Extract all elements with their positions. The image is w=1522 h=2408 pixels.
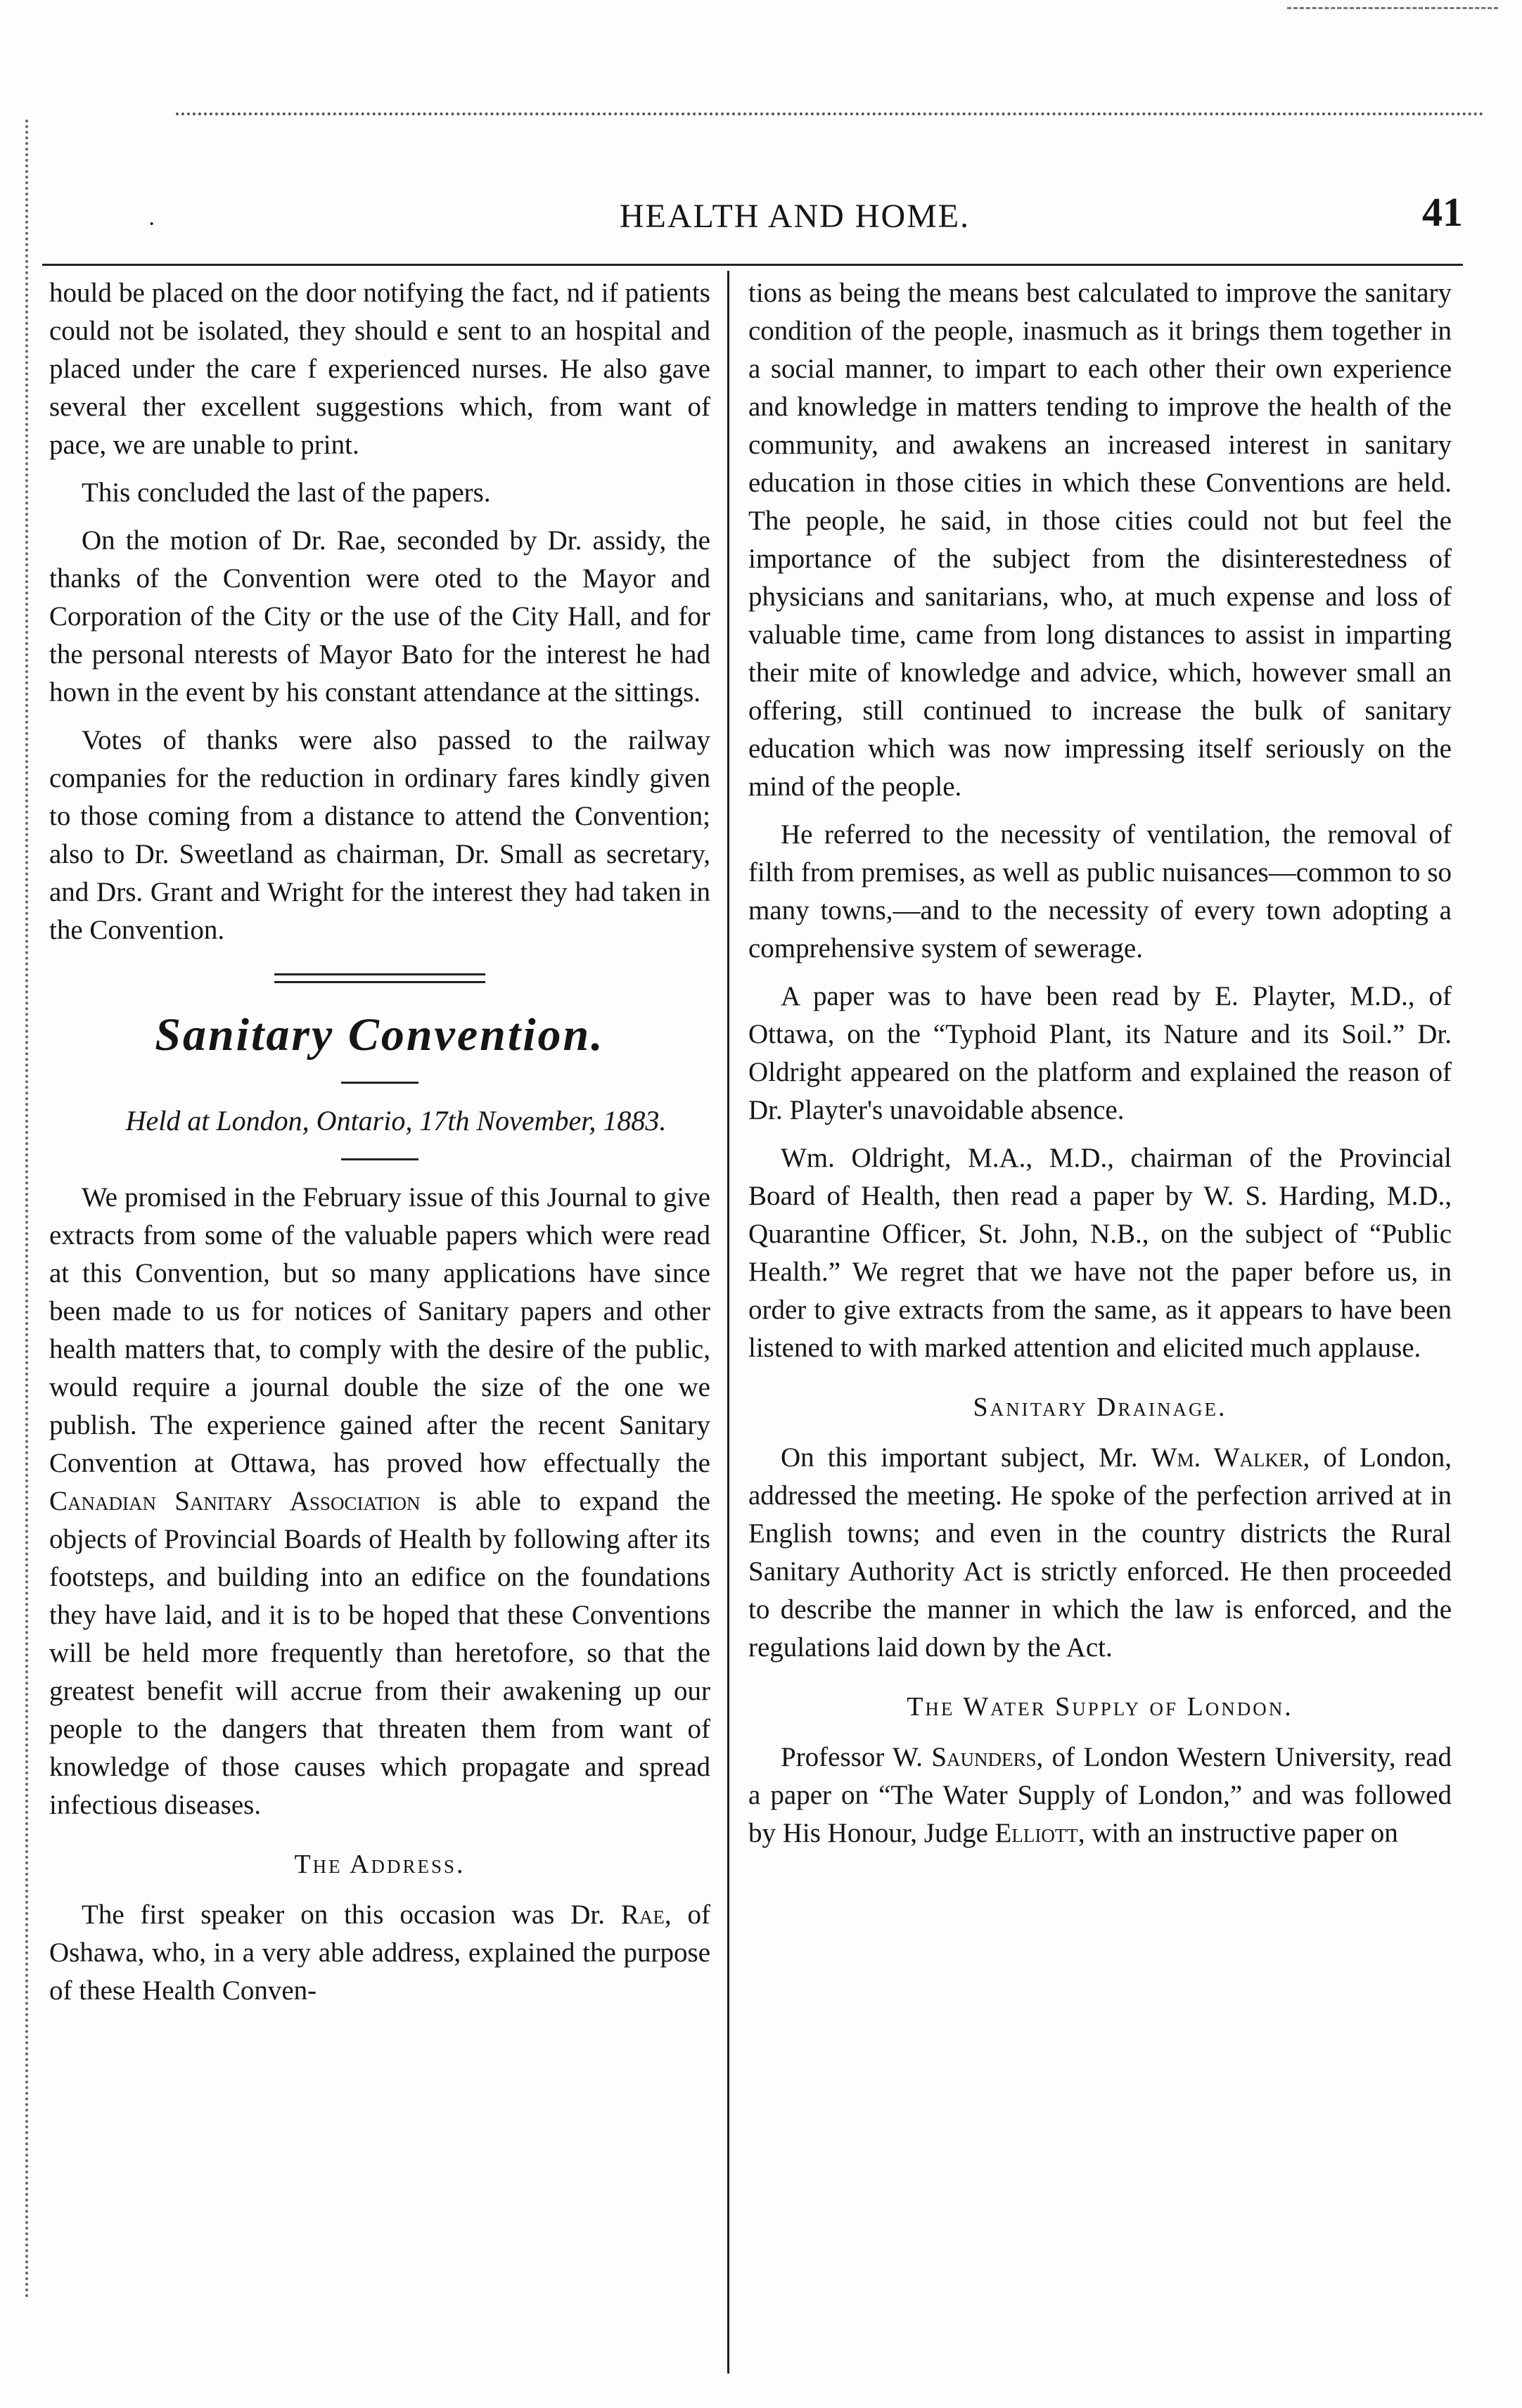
paragraph: We promised in the February issue of this Journal to give extracts from some of the valuable papers which were read at this Convention, but so many applications have since been made to us for notices of Sanitary papers and other health matters that, to comply with the desire of the public, would require a journal double the size of the one we publish. The experience gained after the recent Sanitary Convention at Ottawa, has proved how effectually the Canadian Sanitary Association is able to expand the objects of Provincial Boards of Health by following after its footsteps, and building into an edifice on the foundations they have laid, and it is to be hoped that these Conventions will be held more frequently than heretofore, so that the greatest benefit will accrue from their awakening up our people to the dangers that threaten them from want of knowledge of those causes which propagate and spread infectious diseases. <box>49 1182 710 1820</box>
paragraph: The first speaker on this occasion was Dr. Rae, of Oshawa, who, in a very able address, explained the purpose of these Health Conven- <box>49 1900 710 2006</box>
column-divider <box>727 271 729 2374</box>
header-rule <box>42 264 1463 266</box>
corner-scan-mark <box>1287 7 1498 9</box>
paragraph: This concluded the last of the papers. <box>82 478 491 508</box>
subhead-water-supply: The Water Supply of London. <box>907 1692 1293 1722</box>
paragraph: A paper was to have been read by E. Playter, M.D., of Ottawa, on the “Typhoid Plant, its Nature and its Soil.” Dr. Oldright appeared on the platform and explained the reason of Dr. Playter's unavoidable absence. <box>748 981 1452 1125</box>
paragraph: Wm. Oldright, M.A., M.D., chairman of the Provincial Board of Health, then read a paper by W. S. Harding, M.D., Quarantine Officer, St. John, N.B., on the subject of “Public Health.” We regret that we have not the paper before us, in order to give extracts from the same, as it appears to have been listened to with marked attention and elicited much applause. <box>748 1143 1452 1363</box>
subhead-drainage: Sanitary Drainage. <box>973 1392 1227 1422</box>
section-divider <box>274 973 485 983</box>
paragraph: He referred to the necessity of ventilation, the removal of filth from premises, as well as public nuisances—common to so many towns,—and to the necessity of every town adopting a comprehensive system of sewerage. <box>748 819 1452 963</box>
right-column <box>748 274 1452 1862</box>
paragraph: Professor W. Saunders, of London Western University, read a paper on “The Water Supply of London,” and was followed by His Honour, Judge Elliott, with an instructive paper on <box>748 1742 1452 1848</box>
section-title: Sanitary Convention. <box>155 1009 605 1061</box>
header-dot: · <box>148 211 156 237</box>
dateline: Held at London, Ontario, 17th November, 1883. <box>125 1105 667 1136</box>
paragraph: tions as being the means best calculated to improve the sanitary condition of the people, inasmuch as it brings them together in a social manner, to impart to each other their own experience and knowledge in matters tending to improve the health of the community, and awakens an increased interest in sanitary education in those cities in which these Conventions are held. The people, he said, in those cities could not but feel the importance of the subject from the disinterestedness of physicians and sanitarians, who, at much expense and loss of valuable time, came from long distances to assist in imparting their mite of knowledge and advice, which, however small an offering, still continued to increase the bulk of sanitary education which was now impressing itself seriously on the mind of the people. <box>748 278 1452 802</box>
running-head: HEALTH AND HOME. <box>619 198 971 235</box>
short-rule <box>341 1082 418 1084</box>
left-binding-edge <box>25 120 28 2300</box>
paragraph: On the motion of Dr. Rae, seconded by Dr. assidy, the thanks of the Convention were oted to the Mayor and Corporation of the City or the use of the City Hall, and for the personal nterests of Mayor Bato for the interest he had hown in the event by his constant attendance at the sittings. <box>49 525 710 707</box>
short-rule <box>341 1158 418 1160</box>
subhead-address: The Address. <box>294 1850 466 1879</box>
top-scan-line <box>176 113 1484 115</box>
left-column <box>49 274 710 2020</box>
paragraph: Votes of thanks were also passed to the railway companies for the reduction in ordinary fares kindly given to those coming from a distance to attend the Convention; also to Dr. Sweetland as chairman, Dr. Small as secretary, and Drs. Grant and Wright for the interest they had taken in the Convention. <box>49 725 710 945</box>
paragraph: hould be placed on the door notifying the fact, nd if patients could not be isolated, they should e sent to an hospital and placed under the care f experienced nurses. He also gave several ther excellent suggestions which, from want of pace, we are unable to print. <box>49 278 710 460</box>
paragraph: On this important subject, Mr. Wm. Walker, of London, addressed the meeting. He spoke of the perfection arrived at in English towns; and even in the country districts the Rural Sanitary Authority Act is strictly enforced. He then proceeded to describe the manner in which the law is enforced, and the regulations laid down by the Act. <box>748 1442 1452 1663</box>
page-number: 41 <box>1422 189 1463 235</box>
